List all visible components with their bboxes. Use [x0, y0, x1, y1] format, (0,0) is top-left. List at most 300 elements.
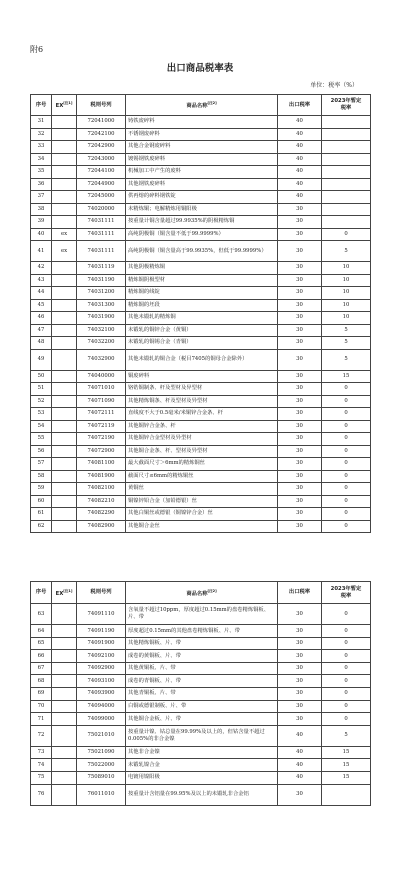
- temporary-rate-cell: 0: [322, 495, 371, 508]
- commodity-name-cell: 成卷的黄铜板、片、带: [126, 650, 278, 663]
- row-number-cell: 73: [31, 746, 52, 759]
- commodity-name-cell: 含氧量不超过10ppm，厚度超过0.15mm的盘卷精炼铜板、片、带: [126, 604, 278, 625]
- tariff-code-cell: 74081900: [77, 470, 126, 483]
- temporary-rate-cell: [322, 216, 371, 229]
- commodity-name-cell: 未锻轧的铜锌合金（黄铜）: [126, 324, 278, 337]
- ex-flag-cell: [52, 713, 77, 726]
- tariff-code-cell: 75021090: [77, 746, 126, 759]
- row-number-cell: 47: [31, 324, 52, 337]
- table-row: [31, 445, 371, 458]
- table-row: [31, 191, 371, 204]
- export-rate-cell: 30: [278, 483, 322, 496]
- header-name-note: [注2]: [207, 101, 217, 106]
- commodity-name-cell: 其他铜锌合金条、杆: [126, 420, 278, 433]
- table-row: [31, 262, 371, 275]
- row-number-cell: 46: [31, 312, 52, 325]
- commodity-name-cell: 按重量计含铝量在99.95%及以上的未锻轧非合金铝: [126, 784, 278, 805]
- temporary-rate-cell: 0: [322, 483, 371, 496]
- temporary-rate-cell: 10: [322, 274, 371, 287]
- ex-flag-cell: [52, 470, 77, 483]
- row-number-cell: 56: [31, 445, 52, 458]
- ex-flag-cell: [52, 746, 77, 759]
- ex-flag-cell: [52, 178, 77, 191]
- tariff-code-cell: 74072111: [77, 408, 126, 421]
- export-rate-cell: 40: [278, 116, 322, 129]
- row-number-cell: 53: [31, 408, 52, 421]
- row-number-cell: 64: [31, 625, 52, 638]
- row-number-cell: 34: [31, 153, 52, 166]
- temporary-rate-cell: 10: [322, 312, 371, 325]
- row-number-cell: 76: [31, 784, 52, 805]
- row-number-cell: 54: [31, 420, 52, 433]
- export-rate-cell: 30: [278, 520, 322, 533]
- ex-flag-cell: [52, 759, 77, 772]
- table-row: [31, 520, 371, 533]
- temporary-rate-cell: [322, 128, 371, 141]
- export-rate-cell: 30: [278, 625, 322, 638]
- tariff-code-cell: 74072119: [77, 420, 126, 433]
- export-rate-cell: 30: [278, 433, 322, 446]
- row-number-cell: 43: [31, 274, 52, 287]
- table-row: [31, 383, 371, 396]
- commodity-name-cell: 铜镍锌铅合金（加铅德银）丝: [126, 495, 278, 508]
- export-rate-cell: 30: [278, 508, 322, 521]
- export-rate-cell: 40: [278, 166, 322, 179]
- row-number-cell: 58: [31, 470, 52, 483]
- table-row: [31, 650, 371, 663]
- table-row: [31, 216, 371, 229]
- commodity-name-cell: 其他黄铜板、片、带: [126, 662, 278, 675]
- ex-flag-cell: [52, 216, 77, 229]
- row-number-cell: 51: [31, 383, 52, 396]
- ex-flag-cell: [52, 191, 77, 204]
- export-rate-cell: 30: [278, 274, 322, 287]
- commodity-name-cell: 铸铁废碎料: [126, 116, 278, 129]
- row-number-cell: 48: [31, 337, 52, 350]
- commodity-name-cell: 其他铜锌合金型材及异型材: [126, 433, 278, 446]
- header-temp-line1: 2023年暂定: [330, 98, 362, 105]
- temporary-rate-cell: 0: [322, 637, 371, 650]
- table-row: [31, 228, 371, 241]
- table-row: [31, 662, 371, 675]
- ex-flag-cell: [52, 637, 77, 650]
- tariff-code-cell: 74031300: [77, 299, 126, 312]
- row-number-cell: 39: [31, 216, 52, 229]
- temporary-rate-cell: [322, 141, 371, 154]
- table-row: [31, 771, 371, 784]
- row-number-cell: 60: [31, 495, 52, 508]
- row-number-cell: 57: [31, 458, 52, 471]
- header-no: 序号: [31, 95, 52, 116]
- commodity-name-cell: 最大截面尺寸＞6mm的精炼铜丝: [126, 458, 278, 471]
- row-number-cell: 70: [31, 700, 52, 713]
- ex-flag-cell: [52, 337, 77, 350]
- export-rate-cell: 40: [278, 153, 322, 166]
- tariff-code-cell: 72045000: [77, 191, 126, 204]
- temporary-rate-cell: 0: [322, 395, 371, 408]
- export-rate-cell: 30: [278, 395, 322, 408]
- commodity-name-cell: 铜废碎料: [126, 370, 278, 383]
- export-rate-cell: 30: [278, 458, 322, 471]
- ex-flag-cell: [52, 675, 77, 688]
- temporary-rate-cell: [322, 116, 371, 129]
- table-row: [31, 420, 371, 433]
- ex-flag-cell: ex: [52, 241, 77, 262]
- export-rate-cell: 40: [278, 128, 322, 141]
- commodity-name-cell: 成卷的青铜板、片、带: [126, 675, 278, 688]
- commodity-name-cell: 精炼铜阴极型材: [126, 274, 278, 287]
- ex-flag-cell: [52, 458, 77, 471]
- commodity-name-cell: 电镀用镍阳极: [126, 771, 278, 784]
- temporary-rate-cell: 15: [322, 370, 371, 383]
- commodity-name-cell: 厚度超过0.15mm的其他盘卷精炼铜板、片、带: [126, 625, 278, 638]
- commodity-name-cell: 黄铜丝: [126, 483, 278, 496]
- commodity-name-cell: 精炼铜的线锭: [126, 287, 278, 300]
- export-rate-cell: 30: [278, 203, 322, 216]
- tariff-code-cell: 74093900: [77, 687, 126, 700]
- row-number-cell: 66: [31, 650, 52, 663]
- row-number-cell: 38: [31, 203, 52, 216]
- ex-flag-cell: [52, 153, 77, 166]
- header-ex: [52, 582, 77, 604]
- table-row: [31, 687, 371, 700]
- temporary-rate-cell: 0: [322, 625, 371, 638]
- temporary-rate-cell: 0: [322, 700, 371, 713]
- table-row: [31, 625, 371, 638]
- temporary-rate-cell: 15: [322, 759, 371, 772]
- ex-flag-cell: [52, 141, 77, 154]
- ex-flag-cell: [52, 495, 77, 508]
- row-number-cell: 31: [31, 116, 52, 129]
- ex-flag-cell: [52, 725, 77, 746]
- export-rate-cell: 30: [278, 604, 322, 625]
- temporary-rate-cell: 5: [322, 241, 371, 262]
- row-number-cell: 35: [31, 166, 52, 179]
- tariff-code-cell: 74082290: [77, 508, 126, 521]
- ex-flag-cell: [52, 784, 77, 805]
- table-row: [31, 274, 371, 287]
- temporary-rate-cell: [322, 166, 371, 179]
- header-name: [126, 582, 278, 604]
- tariff-code-cell: 74031111: [77, 241, 126, 262]
- ex-flag-cell: [52, 349, 77, 370]
- commodity-name-cell: 机械加工中产生的废料: [126, 166, 278, 179]
- header-temp-line2: 税率: [340, 592, 352, 599]
- temporary-rate-cell: 10: [322, 287, 371, 300]
- tariff-code-cell: 75089010: [77, 771, 126, 784]
- table-header-row: [31, 95, 371, 116]
- export-rate-cell: 30: [278, 650, 322, 663]
- commodity-name-cell: 其他铜合金板、片、带: [126, 713, 278, 726]
- temporary-rate-cell: 10: [322, 262, 371, 275]
- commodity-name-cell: 按重量计铜含量超过99.9935%的阴极精炼铜: [126, 216, 278, 229]
- tariff-code-cell: 72043000: [77, 153, 126, 166]
- commodity-name-cell: 其他铜合金条、杆、型材及异型材: [126, 445, 278, 458]
- ex-flag-cell: [52, 483, 77, 496]
- table-row: [31, 470, 371, 483]
- commodity-name-cell: 不锈钢废碎料: [126, 128, 278, 141]
- temporary-rate-cell: 0: [322, 458, 371, 471]
- export-rate-cell: 30: [278, 370, 322, 383]
- row-number-cell: 72: [31, 725, 52, 746]
- temporary-rate-cell: [322, 784, 371, 805]
- ex-flag-cell: [52, 771, 77, 784]
- ex-flag-cell: [52, 508, 77, 521]
- table-row: [31, 166, 371, 179]
- ex-flag-cell: [52, 408, 77, 421]
- tariff-code-cell: 74082210: [77, 495, 126, 508]
- ex-flag-cell: ex: [52, 228, 77, 241]
- tariff-code-cell: 74091190: [77, 625, 126, 638]
- table-row: [31, 299, 371, 312]
- ex-flag-cell: [52, 604, 77, 625]
- header-temp-line2: 税率: [340, 105, 352, 111]
- temporary-rate-cell: 0: [322, 408, 371, 421]
- tariff-code-cell: 72044100: [77, 166, 126, 179]
- table-row: [31, 675, 371, 688]
- ex-flag-cell: [52, 520, 77, 533]
- export-rate-cell: 30: [278, 349, 322, 370]
- row-number-cell: 50: [31, 370, 52, 383]
- temporary-rate-cell: 5: [322, 349, 371, 370]
- row-number-cell: 62: [31, 520, 52, 533]
- commodity-name-cell: 白铜或德银制板、片、带: [126, 700, 278, 713]
- table-row: [31, 746, 371, 759]
- tariff-code-cell: 74031200: [77, 287, 126, 300]
- row-number-cell: 59: [31, 483, 52, 496]
- ex-flag-cell: [52, 625, 77, 638]
- commodity-name-cell: 镀锡钢铁废碎料: [126, 153, 278, 166]
- tariff-code-cell: 74031900: [77, 312, 126, 325]
- tariff-code-cell: 76011010: [77, 784, 126, 805]
- tariff-code-cell: 74071010: [77, 383, 126, 396]
- table-row: [31, 241, 371, 262]
- temporary-rate-cell: [322, 191, 371, 204]
- header-rate: 出口税率: [278, 582, 322, 604]
- export-rate-cell: 30: [278, 241, 322, 262]
- table-header-row: [31, 582, 371, 604]
- tariff-code-cell: 75021010: [77, 725, 126, 746]
- table-row: [31, 324, 371, 337]
- commodity-name-cell: 未精炼铜；电解精炼用铜阳极: [126, 203, 278, 216]
- header-temp-rate: [322, 582, 371, 604]
- ex-flag-cell: [52, 262, 77, 275]
- tariff-code-cell: 74093100: [77, 675, 126, 688]
- tariff-code-cell: 74082100: [77, 483, 126, 496]
- row-number-cell: 68: [31, 675, 52, 688]
- table-row: [31, 458, 371, 471]
- ex-flag-cell: [52, 287, 77, 300]
- table-row: [31, 349, 371, 370]
- row-number-cell: 49: [31, 349, 52, 370]
- export-rate-cell: 30: [278, 687, 322, 700]
- temporary-rate-cell: 0: [322, 433, 371, 446]
- row-number-cell: 71: [31, 713, 52, 726]
- commodity-name-cell: 其他青铜板、片、带: [126, 687, 278, 700]
- ex-flag-cell: [52, 700, 77, 713]
- table-row: [31, 312, 371, 325]
- ex-flag-cell: [52, 395, 77, 408]
- ex-flag-cell: [52, 116, 77, 129]
- export-rate-cell: 40: [278, 191, 322, 204]
- ex-flag-cell: [52, 166, 77, 179]
- ex-flag-cell: [52, 312, 77, 325]
- export-rate-cell: 30: [278, 470, 322, 483]
- export-rate-cell: 40: [278, 771, 322, 784]
- ex-flag-cell: [52, 433, 77, 446]
- table-row: [31, 759, 371, 772]
- tariff-code-cell: 74032200: [77, 337, 126, 350]
- temporary-rate-cell: 0: [322, 228, 371, 241]
- row-number-cell: 67: [31, 662, 52, 675]
- temporary-rate-cell: 15: [322, 771, 371, 784]
- row-number-cell: 42: [31, 262, 52, 275]
- commodity-name-cell: 未锻轧的铜锡合金（青铜）: [126, 337, 278, 350]
- commodity-name-cell: 其他未锻轧的铜合金（税目7405的铜母合金除外）: [126, 349, 278, 370]
- header-name: [126, 95, 278, 116]
- export-rate-cell: 40: [278, 178, 322, 191]
- table-row: [31, 178, 371, 191]
- table-row: [31, 637, 371, 650]
- temporary-rate-cell: [322, 153, 371, 166]
- tariff-table-1: [30, 94, 371, 533]
- commodity-name-cell: 高纯阴极铜（铜含量高于99.9935%，但低于99.9999%）: [126, 241, 278, 262]
- table-row: [31, 203, 371, 216]
- temporary-rate-cell: 0: [322, 713, 371, 726]
- row-number-cell: 41: [31, 241, 52, 262]
- table-row: [31, 395, 371, 408]
- temporary-rate-cell: 5: [322, 725, 371, 746]
- row-number-cell: 45: [31, 299, 52, 312]
- export-rate-cell: 40: [278, 725, 322, 746]
- row-number-cell: 69: [31, 687, 52, 700]
- tariff-code-cell: 74031119: [77, 262, 126, 275]
- ex-flag-cell: [52, 370, 77, 383]
- row-number-cell: 74: [31, 759, 52, 772]
- row-number-cell: 52: [31, 395, 52, 408]
- ex-flag-cell: [52, 203, 77, 216]
- ex-flag-cell: [52, 687, 77, 700]
- commodity-name-cell: 直线度不大于0.5毫米/米铜锌合金条、杆: [126, 408, 278, 421]
- temporary-rate-cell: 0: [322, 604, 371, 625]
- table-row: [31, 700, 371, 713]
- export-rate-cell: 30: [278, 713, 322, 726]
- header-temp-line1: 2023年暂定: [330, 585, 362, 592]
- commodity-name-cell: 其他精炼铜板、片、带: [126, 637, 278, 650]
- export-rate-cell: 30: [278, 228, 322, 241]
- export-rate-cell: 30: [278, 445, 322, 458]
- header-rate: 出口税率: [278, 95, 322, 116]
- tariff-table-2: [30, 581, 371, 806]
- export-rate-cell: 30: [278, 637, 322, 650]
- tariff-code-cell: 74032100: [77, 324, 126, 337]
- ex-flag-cell: [52, 274, 77, 287]
- ex-flag-cell: [52, 650, 77, 663]
- table-row: [31, 128, 371, 141]
- export-rate-cell: 30: [278, 408, 322, 421]
- table-row: [31, 508, 371, 521]
- commodity-name-cell: 精炼铜的坯段: [126, 299, 278, 312]
- table-row: [31, 116, 371, 129]
- row-number-cell: 61: [31, 508, 52, 521]
- commodity-name-cell: 截面尺寸≤6mm的精炼铜丝: [126, 470, 278, 483]
- temporary-rate-cell: 0: [322, 420, 371, 433]
- temporary-rate-cell: 0: [322, 508, 371, 521]
- tariff-code-cell: 74031111: [77, 228, 126, 241]
- tariff-code-cell: 72041000: [77, 116, 126, 129]
- tariff-code-cell: 74031111: [77, 216, 126, 229]
- commodity-name-cell: 高纯阴极铜（铜含量不低于99.9999%）: [126, 228, 278, 241]
- export-rate-cell: 30: [278, 287, 322, 300]
- header-name-note: [注2]: [207, 588, 217, 593]
- export-rate-cell: 30: [278, 495, 322, 508]
- commodity-name-cell: 铬锆铜制条、杆及型材及异型材: [126, 383, 278, 396]
- export-rate-cell: 30: [278, 299, 322, 312]
- header-name-label: 商品名称: [186, 590, 208, 597]
- ex-flag-cell: [52, 299, 77, 312]
- temporary-rate-cell: 0: [322, 520, 371, 533]
- commodity-name-cell: 按重量计镍、钴总量在99.99%及以上的，但钴含量不超过0.005%的非合金镍: [126, 725, 278, 746]
- export-rate-cell: 40: [278, 746, 322, 759]
- ex-flag-cell: [52, 383, 77, 396]
- tariff-code-cell: 74020000: [77, 203, 126, 216]
- tariff-code-cell: 74091900: [77, 637, 126, 650]
- ex-flag-cell: [52, 445, 77, 458]
- row-number-cell: 33: [31, 141, 52, 154]
- row-number-cell: 55: [31, 433, 52, 446]
- commodity-name-cell: 其他非合金镍: [126, 746, 278, 759]
- header-ex-note: [注1]: [63, 588, 73, 593]
- annex-label: 附6: [30, 45, 44, 54]
- export-rate-cell: 30: [278, 675, 322, 688]
- header-ex-note: [注1]: [63, 101, 73, 106]
- temporary-rate-cell: 10: [322, 299, 371, 312]
- tariff-code-cell: 74072900: [77, 445, 126, 458]
- export-rate-cell: 30: [278, 337, 322, 350]
- temporary-rate-cell: 0: [322, 383, 371, 396]
- commodity-name-cell: 其他铜合金丝: [126, 520, 278, 533]
- header-no: 序号: [31, 582, 52, 604]
- commodity-name-cell: 其他钢铁废碎料: [126, 178, 278, 191]
- temporary-rate-cell: 0: [322, 675, 371, 688]
- row-number-cell: 75: [31, 771, 52, 784]
- tariff-code-cell: 72042900: [77, 141, 126, 154]
- row-number-cell: 44: [31, 287, 52, 300]
- tariff-code-cell: 72044900: [77, 178, 126, 191]
- temporary-rate-cell: 0: [322, 445, 371, 458]
- table-row: [31, 784, 371, 805]
- temporary-rate-cell: 0: [322, 650, 371, 663]
- row-number-cell: 63: [31, 604, 52, 625]
- temporary-rate-cell: [322, 203, 371, 216]
- export-rate-cell: 30: [278, 420, 322, 433]
- temporary-rate-cell: 0: [322, 470, 371, 483]
- export-rate-cell: 40: [278, 141, 322, 154]
- header-temp-rate: [322, 95, 371, 116]
- commodity-name-cell: 其他未锻轧的精炼铜: [126, 312, 278, 325]
- export-rate-cell: 30: [278, 662, 322, 675]
- export-rate-cell: 30: [278, 324, 322, 337]
- tariff-code-cell: 74082900: [77, 520, 126, 533]
- table-row: [31, 604, 371, 625]
- table-row: [31, 725, 371, 746]
- temporary-rate-cell: 5: [322, 324, 371, 337]
- commodity-name-cell: 供再熔的碎料钢铁锭: [126, 191, 278, 204]
- header-code: 税则号列: [77, 95, 126, 116]
- tariff-code-cell: 74072190: [77, 433, 126, 446]
- table-row: [31, 370, 371, 383]
- ex-flag-cell: [52, 662, 77, 675]
